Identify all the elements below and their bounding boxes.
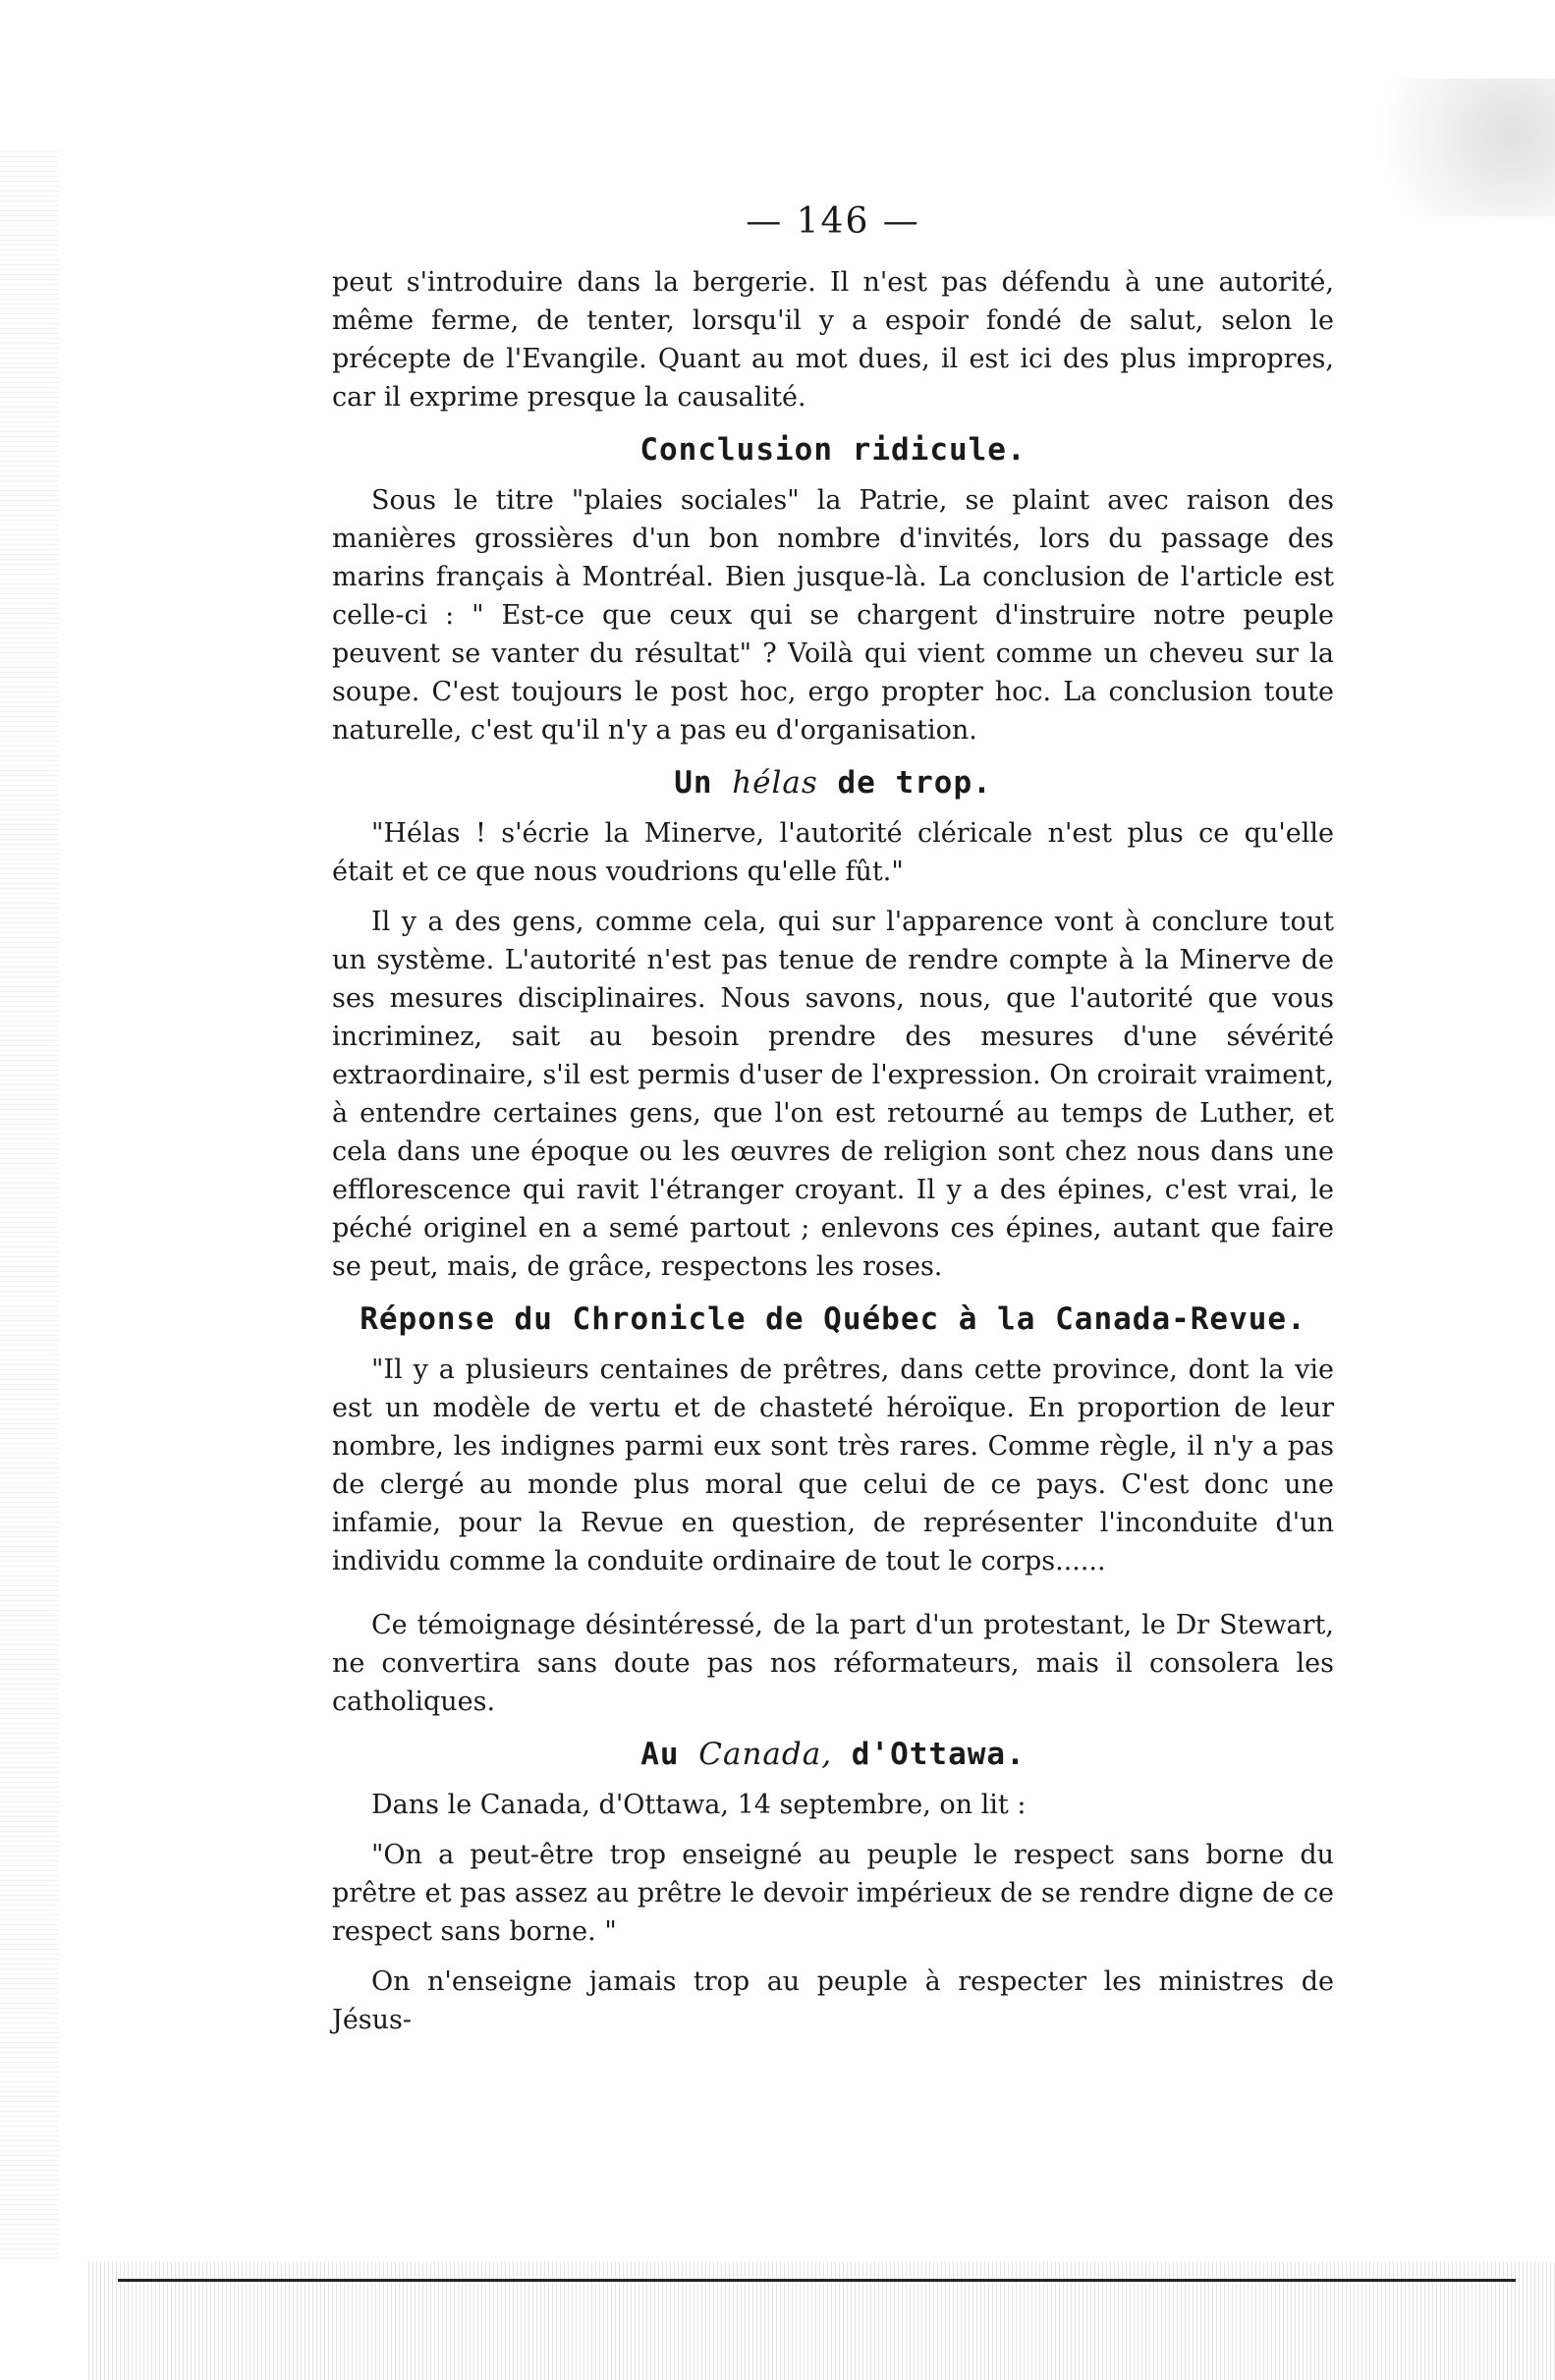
paragraph-2: Sous le titre "plaies sociales" la Patrie, se plaint avec raison des manières grossières d'un bon nombre d'invités, lors du passage des marins français à Montréal. Bien jusque-là. La conclusion de l'article est celle-ci : " Est-ce que ceux qui se chargent d'instruire notre peuple peuvent se vanter du résultat" ? Voilà qui vient comme un cheveu sur la soupe. C'est toujours le post hoc, ergo propter hoc. La conclusion toute naturelle, c'est qu'il n'y a pas eu d'organisation. xyxy=(332,485,1334,746)
heading-au-canada-ottawa xyxy=(332,1737,1334,1772)
paragraph-8: "On a peut-être trop enseigné au peuple le respect sans borne du prêtre et pas assez au prêtre le devoir impérieux de se rendre digne de ce respect sans borne. " xyxy=(332,1840,1334,1947)
scan-corner-noise xyxy=(1339,79,1555,216)
heading-4-italic: Canada, xyxy=(698,1737,833,1772)
paragraph-4: Il y a des gens, comme cela, qui sur l'apparence vont à conclure tout un système. L'autorité n'est pas tenue de rendre compte à la Minerve de ses mesures disciplinaires. Nous savons, nous, que l'autorité que vous incriminez, sait au besoin prendre des mesures d'une sévérité extraordinaire, s'il est permis d'user de l'expression. On croirait vraiment, à entendre certaines gens, que l'on est retourné au temps de Luther, et cela dans une époque ou les œuvres de religion sont chez nous dans une efflorescence qui ravit l'étranger croyant. Il y a des épines, c'est vrai, le péché originel en a semé partout ; enlevons ces épines, autant que faire se peut, mais, de grâce, respectons les roses. xyxy=(332,907,1334,1282)
spacer xyxy=(332,1592,1334,1606)
heading-2-post: de trop. xyxy=(837,765,992,801)
paragraph-3: "Hélas ! s'écrie la Minerve, l'autorité cléricale n'est plus ce qu'elle était et ce que nous voudrions qu'elle fût." xyxy=(332,818,1334,887)
bottom-rule xyxy=(118,2279,1516,2282)
paragraph-7: Dans le Canada, d'Ottawa, 14 septembre, on lit : xyxy=(371,1790,1027,1820)
heading-2-italic: hélas xyxy=(732,765,818,801)
paragraph-1: peut s'introduire dans la bergerie. Il n'est pas défendu à une autorité, même ferme, de tenter, lorsqu'il y a espoir fondé de salut, selon le précepte de l'Evangile. Quant au mot dues, il est ici des plus impropres, car il exprime presque la causalité. xyxy=(332,267,1334,413)
document-page xyxy=(332,201,1334,2051)
heading-4-post: d'Ottawa. xyxy=(851,1737,1026,1772)
paragraph-6: Ce témoignage désintéressé, de la part d'un protestant, le Dr Stewart, ne convertira sans doute pas nos réformateurs, mais il consolera les catholiques. xyxy=(332,1610,1334,1717)
heading-conclusion-ridicule: Conclusion ridicule. xyxy=(639,432,1027,468)
heading-4-pre: Au xyxy=(640,1737,680,1772)
page-number: — 146 — xyxy=(746,201,920,242)
heading-2-pre: Un xyxy=(674,765,713,801)
heading-un-helas-de-trop xyxy=(332,765,1334,801)
scan-margin-noise xyxy=(0,147,59,2259)
paragraph-9: On n'enseigne jamais trop au peuple à respecter les ministres de Jésus- xyxy=(332,1966,1334,2035)
paragraph-5: "Il y a plusieurs centaines de prêtres, dans cette province, dont la vie est un modèle de vertu et de chasteté héroïque. En proportion de leur nombre, les indignes parmi eux sont très rares. Comme règle, il n'y a pas de clergé au monde plus moral que celui de ce pays. C'est donc une infamie, pour la Revue en question, de représenter l'inconduite d'un individu comme la conduite ordinaire de tout le corps...... xyxy=(332,1355,1334,1577)
heading-reponse-du-chronicle: Réponse du Chronicle de Québec à la Canada-Revue. xyxy=(360,1301,1306,1337)
